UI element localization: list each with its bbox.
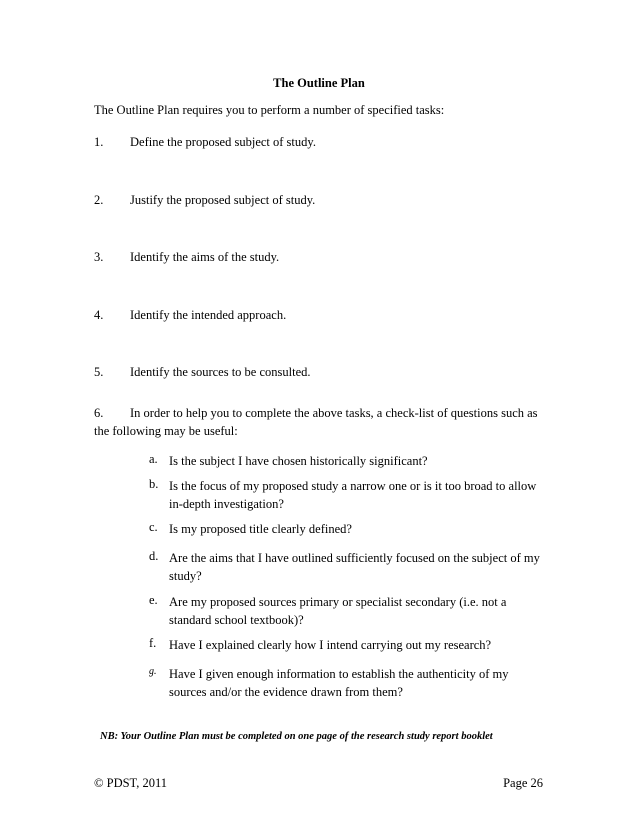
question-text [169,452,428,470]
question-line: in-depth investigation? [169,497,284,511]
intro-text: The Outline Plan requires you to perform a number of specified tasks: [94,103,445,117]
page-number: Page 26 [503,776,543,790]
question-letter: a. [149,452,158,466]
step-number: 4. [94,308,104,322]
question-line: study? [169,569,202,583]
question-text [169,665,509,701]
question-text [169,636,491,654]
step-text: Identify the sources to be consulted. [130,365,311,379]
question-line: Are my proposed sources primary or specialist secondary (i.e. not a [169,595,507,609]
question-line: Are the aims that I have outlined sufficiently focused on the subject of my [169,551,540,565]
question-line: Have I explained clearly how I intend carrying out my research? [169,638,492,652]
step-text: Identify the aims of the study. [130,250,280,264]
step-number: 1. [94,135,104,149]
step-number: 6. [94,406,104,420]
outline-plan-note: NB: Your Outline Plan must be completed on one page of the research study report booklet [100,731,493,742]
question-text [169,593,506,629]
step-text: In order to help you to complete the above tasks, a check-list of questions such as [130,406,538,420]
question-line: standard school textbook)? [169,613,304,627]
question-line: Is the subject I have chosen historically significant? [169,454,428,468]
question-letter: f. [149,636,157,650]
step-text: Justify the proposed subject of study. [130,193,316,207]
question-line: Is the focus of my proposed study a narrow one or is it too broad to allow [169,479,537,493]
question-line: sources and/or the evidence drawn from them? [169,685,403,699]
question-text [169,477,536,513]
question-line: Is my proposed title clearly defined? [169,522,352,536]
question-letter: c. [149,520,158,534]
question-letter: e. [149,593,158,607]
question-letter: d. [149,549,159,563]
step-6-paragraph [94,406,538,421]
step-6-continuation: the following may be useful: [94,424,238,438]
question-letter: b. [149,477,159,491]
question-text [169,549,540,585]
question-text [169,520,352,538]
step-text: Define the proposed subject of study. [130,135,316,149]
question-line: Have I given enough information to establish the authenticity of my [169,667,509,681]
page-title: The Outline Plan [273,76,365,90]
step-number: 5. [94,365,104,379]
step-number: 3. [94,250,104,264]
step-number: 2. [94,193,104,207]
copyright-footer: © PDST, 2011 [94,776,168,790]
question-letter: g. [149,666,157,677]
step-text: Identify the intended approach. [130,308,287,322]
